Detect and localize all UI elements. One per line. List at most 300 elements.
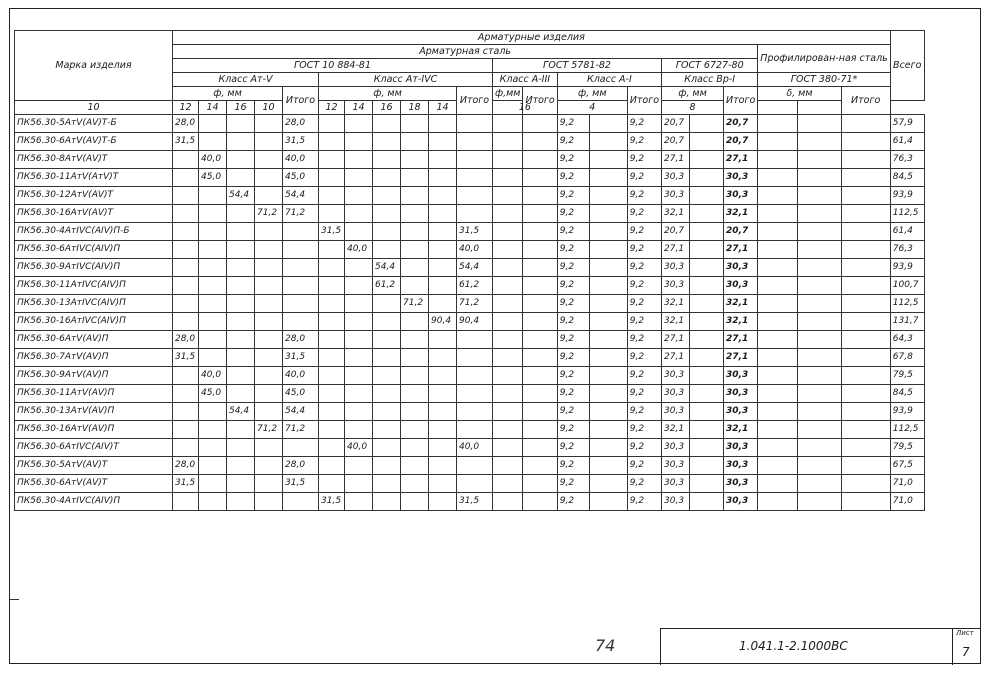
diameter-cell: 18 <box>401 101 429 115</box>
value-cell <box>429 133 457 151</box>
value-cell <box>841 439 890 457</box>
value-cell <box>345 277 373 295</box>
row-mark: ПК56.30-16АтIVС(АIV)П <box>15 313 173 331</box>
class-b: Класс Ат-IVC <box>319 73 493 87</box>
blank-cell <box>798 493 841 511</box>
diameter-cell: 4 <box>557 101 627 115</box>
value-cell <box>841 241 890 259</box>
value-cell: 20,7 <box>724 223 758 241</box>
value-cell <box>255 133 283 151</box>
value-cell: 27,1 <box>662 349 690 367</box>
value-cell: 84,5 <box>890 169 924 187</box>
value-cell: 9,2 <box>557 367 589 385</box>
value-cell <box>319 133 345 151</box>
value-cell: 9,2 <box>627 169 661 187</box>
value-cell <box>373 241 401 259</box>
blank-cell <box>589 367 627 385</box>
value-cell <box>319 457 345 475</box>
value-cell <box>523 205 557 223</box>
value-cell <box>173 223 199 241</box>
value-cell <box>319 295 345 313</box>
row-mark: ПК56.30-6АтV(АV)П <box>15 331 173 349</box>
value-cell: 40,0 <box>457 439 493 457</box>
value-cell <box>345 169 373 187</box>
value-cell: 57,9 <box>890 115 924 133</box>
diameter-cell: 14 <box>199 101 227 115</box>
blank-cell <box>798 367 841 385</box>
blank-cell <box>589 223 627 241</box>
value-cell <box>255 277 283 295</box>
value-cell <box>199 241 227 259</box>
value-cell <box>319 205 345 223</box>
value-cell <box>373 169 401 187</box>
value-cell <box>429 493 457 511</box>
value-cell <box>401 223 429 241</box>
blank-cell <box>798 295 841 313</box>
value-cell <box>841 151 890 169</box>
diameter-cell: 14 <box>429 101 457 115</box>
blank-cell <box>798 115 841 133</box>
table-row <box>15 403 925 421</box>
value-cell: 28,0 <box>173 457 199 475</box>
value-cell: 9,2 <box>557 457 589 475</box>
value-cell: 45,0 <box>199 169 227 187</box>
blank-cell <box>690 115 724 133</box>
blank-cell <box>589 187 627 205</box>
blank-cell <box>690 151 724 169</box>
value-cell: 20,7 <box>662 133 690 151</box>
table-row <box>15 493 925 511</box>
value-cell: 31,5 <box>173 349 199 367</box>
value-cell <box>283 259 319 277</box>
value-cell: 30,3 <box>662 475 690 493</box>
value-cell: 93,9 <box>890 403 924 421</box>
value-cell: 9,2 <box>627 187 661 205</box>
value-cell <box>758 295 798 313</box>
blank-cell <box>589 277 627 295</box>
value-cell <box>255 349 283 367</box>
value-cell <box>758 205 798 223</box>
value-cell <box>173 493 199 511</box>
value-cell <box>345 421 373 439</box>
table-row <box>15 349 925 367</box>
phi-e: ф, мм <box>662 87 724 101</box>
value-cell <box>319 475 345 493</box>
value-cell <box>841 367 890 385</box>
value-cell <box>841 385 890 403</box>
value-cell: 30,3 <box>724 403 758 421</box>
value-cell <box>173 367 199 385</box>
blank-cell <box>589 331 627 349</box>
blank-cell <box>589 151 627 169</box>
value-cell <box>429 223 457 241</box>
value-cell <box>373 331 401 349</box>
value-cell: 27,1 <box>662 241 690 259</box>
value-cell <box>401 313 429 331</box>
value-cell <box>319 259 345 277</box>
value-cell <box>841 223 890 241</box>
value-cell <box>493 367 523 385</box>
value-cell: 32,1 <box>662 313 690 331</box>
value-cell: 9,2 <box>557 403 589 421</box>
total-header: Всего <box>890 31 924 101</box>
blank-cell <box>798 133 841 151</box>
value-cell: 9,2 <box>627 331 661 349</box>
value-cell: 30,3 <box>662 439 690 457</box>
value-cell <box>283 493 319 511</box>
value-cell <box>373 349 401 367</box>
value-cell <box>173 295 199 313</box>
value-cell <box>199 493 227 511</box>
blank-cell <box>798 241 841 259</box>
value-cell <box>401 367 429 385</box>
value-cell <box>429 277 457 295</box>
value-cell <box>523 385 557 403</box>
blank-cell <box>589 169 627 187</box>
value-cell <box>373 457 401 475</box>
value-cell <box>319 421 345 439</box>
value-cell <box>227 331 255 349</box>
value-cell <box>373 115 401 133</box>
value-cell: 32,1 <box>724 313 758 331</box>
value-cell <box>401 187 429 205</box>
blank-cell <box>589 439 627 457</box>
value-cell: 71,2 <box>255 205 283 223</box>
value-cell: 9,2 <box>627 421 661 439</box>
value-cell <box>493 439 523 457</box>
phi-c: ф,мм <box>493 87 523 101</box>
value-cell: 9,2 <box>627 115 661 133</box>
value-cell: 112,5 <box>890 205 924 223</box>
value-cell <box>457 169 493 187</box>
row-mark: ПК56.30-4АтIVС(АIV)П-Б <box>15 223 173 241</box>
value-cell: 30,3 <box>724 457 758 475</box>
blank-cell <box>589 421 627 439</box>
diameter-cell: 8 <box>662 101 724 115</box>
value-cell: 54,4 <box>373 259 401 277</box>
value-cell <box>227 457 255 475</box>
blank-cell <box>798 223 841 241</box>
value-cell <box>523 277 557 295</box>
blank-cell <box>589 385 627 403</box>
top-title: Арматурные изделия <box>173 31 891 45</box>
row-mark: ПК56.30-5АтV(АV)Т <box>15 457 173 475</box>
value-cell: 30,3 <box>662 169 690 187</box>
value-cell <box>523 457 557 475</box>
class-a: Класс Ат-V <box>173 73 319 87</box>
value-cell <box>493 259 523 277</box>
blank-cell <box>589 133 627 151</box>
value-cell: 30,3 <box>662 187 690 205</box>
value-cell <box>227 241 255 259</box>
value-cell <box>227 295 255 313</box>
table-row <box>15 205 925 223</box>
value-cell: 71,0 <box>890 493 924 511</box>
value-cell: 9,2 <box>627 295 661 313</box>
value-cell <box>401 133 429 151</box>
value-cell <box>493 493 523 511</box>
blank-cell <box>798 421 841 439</box>
value-cell <box>227 277 255 295</box>
value-cell <box>429 259 457 277</box>
table-row <box>15 421 925 439</box>
value-cell: 30,3 <box>662 385 690 403</box>
value-cell: 30,3 <box>662 493 690 511</box>
table-row <box>15 115 925 133</box>
value-cell: 9,2 <box>557 385 589 403</box>
value-cell: 131,7 <box>890 313 924 331</box>
value-cell <box>345 187 373 205</box>
value-cell <box>373 151 401 169</box>
value-cell <box>319 277 345 295</box>
value-cell <box>173 385 199 403</box>
value-cell: 28,0 <box>283 331 319 349</box>
value-cell <box>758 223 798 241</box>
itogo-d: Итого <box>627 87 661 115</box>
value-cell <box>319 169 345 187</box>
value-cell <box>429 241 457 259</box>
blank-cell <box>798 349 841 367</box>
margin-tick <box>9 599 19 600</box>
value-cell: 28,0 <box>283 457 319 475</box>
blank-cell <box>798 439 841 457</box>
blank-cell <box>690 493 724 511</box>
table-row <box>15 223 925 241</box>
value-cell <box>199 439 227 457</box>
value-cell <box>429 151 457 169</box>
value-cell: 30,3 <box>662 277 690 295</box>
value-cell: 32,1 <box>662 421 690 439</box>
value-cell: 31,5 <box>457 223 493 241</box>
value-cell <box>227 313 255 331</box>
value-cell: 9,2 <box>557 331 589 349</box>
value-cell <box>373 187 401 205</box>
value-cell: 9,2 <box>557 313 589 331</box>
blank-cell <box>690 133 724 151</box>
value-cell <box>173 403 199 421</box>
value-cell: 9,2 <box>557 151 589 169</box>
value-cell <box>457 457 493 475</box>
value-cell: 9,2 <box>557 421 589 439</box>
itogo-b: Итого <box>457 87 493 115</box>
value-cell: 9,2 <box>557 115 589 133</box>
value-cell <box>457 133 493 151</box>
value-cell <box>255 385 283 403</box>
value-cell <box>429 403 457 421</box>
value-cell <box>758 475 798 493</box>
value-cell <box>523 259 557 277</box>
blank-cell <box>690 349 724 367</box>
value-cell <box>373 133 401 151</box>
value-cell <box>227 349 255 367</box>
value-cell <box>319 187 345 205</box>
value-cell <box>523 151 557 169</box>
value-cell: 20,7 <box>724 133 758 151</box>
blank-cell <box>798 205 841 223</box>
value-cell <box>758 493 798 511</box>
value-cell <box>429 475 457 493</box>
value-cell: 31,5 <box>283 475 319 493</box>
table-row <box>15 439 925 457</box>
value-cell <box>227 259 255 277</box>
value-cell <box>429 115 457 133</box>
blank-cell <box>690 295 724 313</box>
value-cell: 9,2 <box>627 385 661 403</box>
value-cell: 30,3 <box>662 457 690 475</box>
row-mark: ПК56.30-6АтIVС(АIV)Т <box>15 439 173 457</box>
value-cell <box>227 439 255 457</box>
value-cell <box>457 349 493 367</box>
value-cell <box>493 133 523 151</box>
blank-cell <box>589 403 627 421</box>
value-cell <box>345 223 373 241</box>
blank-cell <box>798 259 841 277</box>
row-mark: ПК56.30-5АтV(АV)Т-Б <box>15 115 173 133</box>
blank-cell <box>690 457 724 475</box>
value-cell <box>199 349 227 367</box>
value-cell: 9,2 <box>557 205 589 223</box>
value-cell <box>523 169 557 187</box>
value-cell <box>523 187 557 205</box>
value-cell <box>758 403 798 421</box>
value-cell: 54,4 <box>227 403 255 421</box>
value-cell <box>493 241 523 259</box>
value-cell <box>173 241 199 259</box>
value-cell <box>199 115 227 133</box>
value-cell <box>173 313 199 331</box>
phi-b: ф, мм <box>319 87 457 101</box>
value-cell: 30,3 <box>724 439 758 457</box>
value-cell: 9,2 <box>627 493 661 511</box>
value-cell <box>841 331 890 349</box>
value-cell <box>199 295 227 313</box>
value-cell: 61,2 <box>457 277 493 295</box>
blank-cell <box>798 187 841 205</box>
value-cell: 9,2 <box>557 187 589 205</box>
value-cell: 67,5 <box>890 457 924 475</box>
row-mark: ПК56.30-6АтIVС(АIV)П <box>15 241 173 259</box>
value-cell <box>255 187 283 205</box>
value-cell <box>227 133 255 151</box>
mark-header: Марка изделия <box>15 31 173 101</box>
value-cell <box>227 223 255 241</box>
row-mark: ПК56.30-9АтV(АV)П <box>15 367 173 385</box>
value-cell <box>841 277 890 295</box>
value-cell <box>345 133 373 151</box>
value-cell: 32,1 <box>662 205 690 223</box>
itogo-c: Итого <box>523 87 557 115</box>
value-cell: 27,1 <box>662 331 690 349</box>
value-cell <box>429 295 457 313</box>
value-cell <box>199 259 227 277</box>
value-cell: 9,2 <box>557 277 589 295</box>
value-cell: 40,0 <box>199 151 227 169</box>
itogo-f: Итого <box>841 87 890 115</box>
value-cell <box>429 457 457 475</box>
blank-cell <box>690 313 724 331</box>
value-cell <box>523 421 557 439</box>
value-cell: 9,2 <box>557 493 589 511</box>
class-d: Класс А-I <box>557 73 661 87</box>
value-cell <box>401 259 429 277</box>
class-e: Класс Вр-I <box>662 73 758 87</box>
value-cell <box>841 259 890 277</box>
value-cell <box>227 151 255 169</box>
value-cell <box>255 403 283 421</box>
value-cell <box>758 187 798 205</box>
value-cell: 9,2 <box>557 133 589 151</box>
value-cell <box>429 385 457 403</box>
blank-cell <box>589 457 627 475</box>
value-cell <box>841 349 890 367</box>
value-cell: 61,4 <box>890 133 924 151</box>
row-mark: ПК56.30-7АтV(АV)П <box>15 349 173 367</box>
value-cell <box>401 115 429 133</box>
value-cell <box>758 421 798 439</box>
value-cell: 90,4 <box>457 313 493 331</box>
value-cell <box>319 241 345 259</box>
value-cell: 30,3 <box>724 385 758 403</box>
value-cell <box>199 205 227 223</box>
value-cell <box>401 205 429 223</box>
value-cell <box>319 367 345 385</box>
value-cell <box>523 223 557 241</box>
value-cell: 9,2 <box>557 295 589 313</box>
value-cell <box>227 169 255 187</box>
value-cell <box>841 169 890 187</box>
blank-cell <box>690 421 724 439</box>
value-cell <box>373 223 401 241</box>
value-cell: 40,0 <box>457 241 493 259</box>
value-cell <box>523 439 557 457</box>
value-cell <box>173 187 199 205</box>
gost-b: ГОСТ 5781-82 <box>493 59 662 73</box>
value-cell <box>401 277 429 295</box>
diameter-cell: 12 <box>173 101 199 115</box>
value-cell <box>173 421 199 439</box>
value-cell <box>255 493 283 511</box>
value-cell <box>173 205 199 223</box>
diameter-cell: 16 <box>373 101 401 115</box>
value-cell <box>841 133 890 151</box>
value-cell <box>493 151 523 169</box>
value-cell: 9,2 <box>627 313 661 331</box>
value-cell <box>227 475 255 493</box>
value-cell <box>255 115 283 133</box>
value-cell <box>758 115 798 133</box>
value-cell: 45,0 <box>283 385 319 403</box>
blank-cell <box>798 151 841 169</box>
value-cell <box>227 493 255 511</box>
blank-cell <box>690 259 724 277</box>
diameter-cell: 12 <box>319 101 345 115</box>
blank-cell <box>690 169 724 187</box>
value-cell <box>255 367 283 385</box>
value-cell <box>345 313 373 331</box>
value-cell: 27,1 <box>724 331 758 349</box>
value-cell: 9,2 <box>627 223 661 241</box>
value-cell <box>319 313 345 331</box>
value-cell <box>345 475 373 493</box>
value-cell <box>523 493 557 511</box>
value-cell <box>841 115 890 133</box>
blank-cell <box>589 115 627 133</box>
value-cell: 54,4 <box>227 187 255 205</box>
value-cell: 61,4 <box>890 223 924 241</box>
value-cell <box>401 385 429 403</box>
value-cell <box>173 439 199 457</box>
table-row <box>15 169 925 187</box>
